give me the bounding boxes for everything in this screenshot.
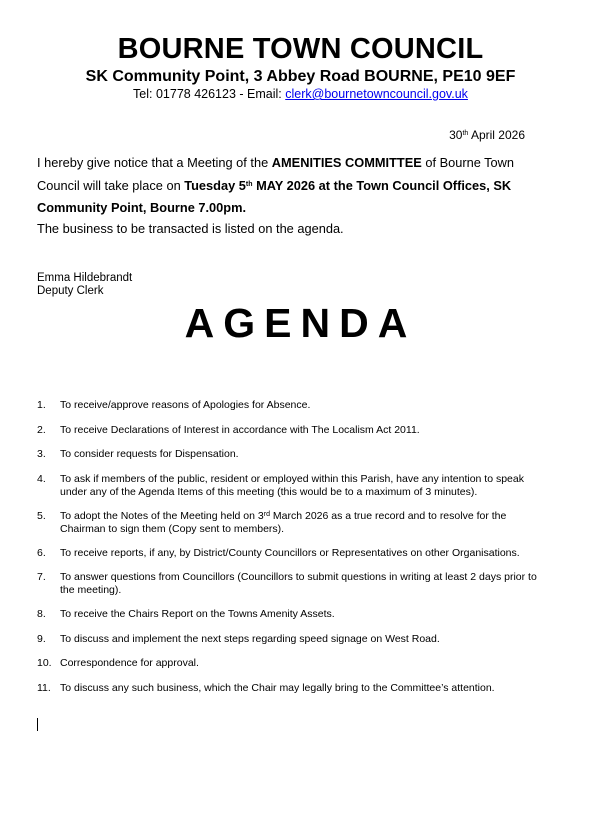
committee-name: AMENITIES COMMITTEE xyxy=(271,155,422,170)
email-link[interactable]: clerk@bournetowncouncil.gov.uk xyxy=(285,87,468,101)
date-suffix: th xyxy=(462,130,469,137)
item-number: 5. xyxy=(37,510,46,522)
notice-date xyxy=(449,128,525,142)
item-text-part-1: To adopt the Notes of the Meeting held on 3 xyxy=(60,510,264,522)
item-number: 11. xyxy=(37,682,51,694)
item-text xyxy=(60,510,552,535)
council-address: SK Community Point, 3 Abbey Road BOURNE, PE10 9EF xyxy=(85,68,516,85)
item-number: 3. xyxy=(37,448,46,460)
notice-text-1: I hereby give notice that a Meeting of the xyxy=(37,155,272,170)
item-text-part-2: March 2026 as a true record and to resolve for the Chairman to sign them (Copy sent to members). xyxy=(60,510,507,535)
date-rest: April 2026 xyxy=(468,128,525,142)
business-statement: The business to be transacted is listed on the agenda. xyxy=(37,221,344,236)
meeting-details: MAY 2026 at the Town Council Offices, SK Community Point, Bourne 7.00pm. xyxy=(37,177,512,215)
meeting-notice xyxy=(37,152,537,220)
meeting-day: Tuesday 5 xyxy=(184,177,246,193)
contact-phone: Tel: 01778 426123 - Email: xyxy=(133,87,286,101)
item-text: To receive the Chairs Report on the Towns Amenity Assets. xyxy=(60,608,335,620)
item-number: 9. xyxy=(37,633,46,645)
item-number: 8. xyxy=(37,608,46,620)
item-text: To receive reports, if any, by District/County Councillors or Representatives on other Organisations. xyxy=(60,547,520,559)
contact-line xyxy=(0,87,601,102)
agenda-title: AGENDA xyxy=(184,300,417,346)
item-text: To answer questions from Councillors (Councillors to submit questions in writing at least 2 days prior to the meeting). xyxy=(60,571,537,596)
item-text: To discuss any such business, which the Chair may legally bring to the Committee’s attention. xyxy=(60,682,495,694)
item-text: To receive/approve reasons of Apologies for Absence. xyxy=(60,399,311,411)
item-number: 1. xyxy=(37,399,46,411)
council-name: BOURNE TOWN COUNCIL xyxy=(117,33,484,65)
text-cursor[interactable] xyxy=(37,718,38,731)
item-text: To ask if members of the public, resident or employed within this Parish, have any intention to speak under any of the Agenda Items of this meeting (this would be to a maximum of 3 minutes). xyxy=(60,473,524,498)
item-number: 10. xyxy=(37,657,52,669)
notice-text-2: of Bourne Town Council will take place on xyxy=(37,155,515,193)
date-day: 30 xyxy=(449,128,463,142)
signatory xyxy=(37,272,132,298)
item-number: 7. xyxy=(37,571,46,583)
item-text: To consider requests for Dispensation. xyxy=(60,448,239,460)
item-number: 2. xyxy=(37,424,46,436)
signatory-title: Deputy Clerk xyxy=(37,285,104,297)
signatory-name: Emma Hildebrandt xyxy=(37,272,133,284)
item-text-suffix: rd xyxy=(263,511,270,518)
item-text: To discuss and implement the next steps regarding speed signage on West Road. xyxy=(60,633,440,645)
item-text: To receive Declarations of Interest in accordance with The Localism Act 2011. xyxy=(60,424,420,436)
item-number: 6. xyxy=(37,547,46,559)
meeting-day-suffix: th xyxy=(245,180,253,188)
item-number: 4. xyxy=(37,473,46,485)
item-text: Correspondence for approval. xyxy=(60,657,199,669)
